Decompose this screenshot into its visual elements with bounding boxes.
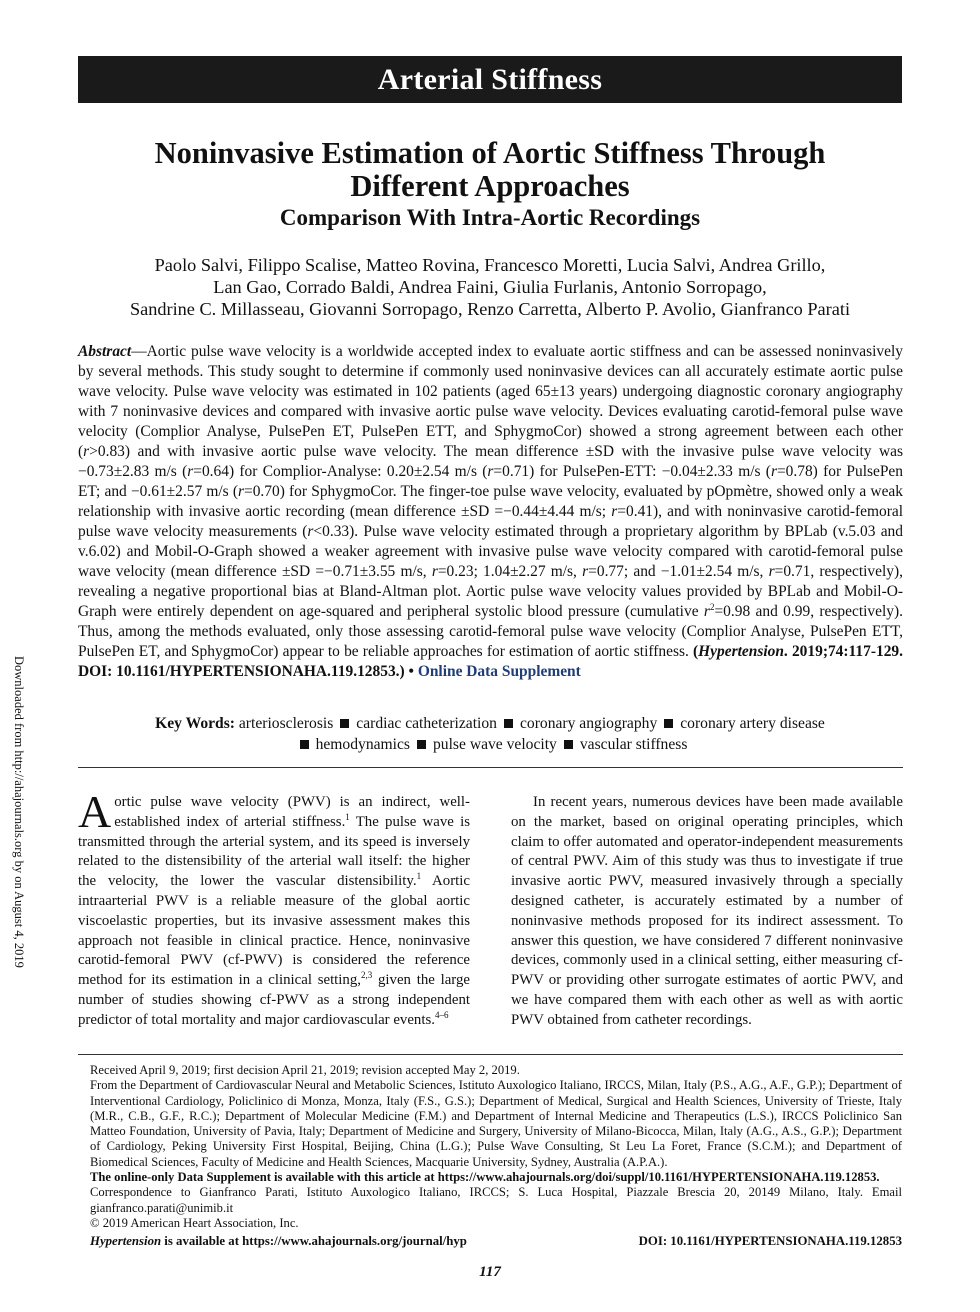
keyword: vascular stiffness bbox=[579, 736, 688, 753]
footnotes bbox=[90, 1063, 902, 1231]
abstract-text: =0.70) for SphygmoCor. The finger-toe pulse wave velocity, evaluated by pOpmètre, showed only a weak relationship with invasive aortic recording (mean difference ±SD =−0.44±4.44 m/s; bbox=[78, 483, 903, 520]
drop-cap: A bbox=[78, 786, 112, 837]
abstract-text: =0.71, respectively), revealing a negative proportional bias at Bland-Altman plot. Aortic pulse wave velocity values provided by BPLab and Mobil-O-Graph were entirely dependent on age-squared and peripheral systolic blood pressure (cumulative bbox=[78, 563, 903, 620]
body-column-right bbox=[511, 793, 903, 1031]
abstract-label: Abstract bbox=[78, 343, 132, 360]
citation-ref: 1 bbox=[345, 811, 350, 822]
square-bullet-icon bbox=[664, 719, 673, 728]
abstract-r: r bbox=[83, 443, 90, 460]
author-line-1: Paolo Salvi, Filippo Scalise, Matteo Rovina, Francesco Moretti, Lucia Salvi, Andrea Grillo, bbox=[154, 255, 826, 275]
abstract-text: =0.71) for PulsePen-ETT: −0.04±2.33 m/s ( bbox=[493, 463, 771, 480]
title-line-1: Noninvasive Estimation of Aortic Stiffness Through bbox=[154, 136, 826, 170]
square-bullet-icon bbox=[504, 719, 513, 728]
author-list bbox=[90, 254, 890, 320]
body-text: given the large number of studies showing cf-PWV as a strong independent predictor of total mortality and major cardiovascular events. bbox=[78, 972, 470, 1028]
footnote-divider bbox=[78, 1054, 903, 1055]
article-subtitle: Comparison With Intra-Aortic Recordings bbox=[279, 205, 701, 230]
abstract-text: =0.64) for Complior-Analyse: 0.20±2.54 m/s ( bbox=[193, 463, 488, 480]
author-line-3: Sandrine C. Millasseau, Giovanni Sorropago, Renzo Carretta, Alberto P. Avolio, Gianfranco Parati bbox=[129, 299, 851, 319]
body-paragraph: In recent years, numerous devices have been made available on the market, based on original operating principles, which claim to offer automated and operator-independent measurements of central PWV. Aim of this study was thus to investigate if true invasive aortic PWV, measured invasively through a specially designed catheter, is accurately estimated by a number of noninvasive methods proposed for its indirect assessment. To answer this question, we have considered 7 different noninvasive devices, commonly used in a clinical setting, either measuring cf-PWV or providing other surrogate estimates of aortic PWV, and we have compared them with each other as well as with aortic PWV obtained from catheter recordings. bbox=[511, 794, 903, 1028]
abstract-r: r bbox=[487, 463, 494, 480]
online-data-supplement-link[interactable]: Online Data Supplement bbox=[417, 663, 581, 680]
keyword: coronary angiography bbox=[519, 715, 658, 732]
body-text: Aortic intraarterial PWV is a reliable measure of the global aortic viscoelastic properties, but its invasive assessment makes this approach not feasible in clinical practice. Hence, noninvasive carotid-femoral PWV (cf-PWV) is considered the reference method for its estimation in a clinical setting, bbox=[78, 873, 470, 989]
affiliations: From the Department of Cardiovascular Neural and Metabolic Sciences, Istituto Auxologico Italiano, IRCCS, Milan, Italy (P.S., A.G., A.F., G.P.); Department of Interventional Cardiology, Policlinico di Monza, Monza, Italy (F.S., G.S.); Department of Medical, Surgical and Health Sciences, University of Trieste, Italy (M.R., C.B., G.F., R.C.); Department of Molecular Medicine (F.M.) and Department of Internal Medicine and Therapeutics (L.S.), IRCCS Policlinico San Matteo Foundation, University of Pavia, Italy; Department of Medicine and Surgery, University of Milano-Bicocca, Milan, Italy (A.G., A.S., G.P.); Department of Cardiology, Peking University First Hospital, Beijing, China (L.G.); Pulse Wave Consulting, St Leu La Foret, France (S.C.M.); and Department of Biomedical Sciences, Faculty of Medicine and Health Sciences, Macquarie University, Sydney, Australia (A.P.A.). bbox=[90, 1078, 902, 1169]
citation-paren: ( bbox=[693, 643, 699, 660]
keyword: cardiac catheterization bbox=[356, 715, 497, 732]
section-banner: Arterial Stiffness bbox=[78, 56, 902, 103]
square-bullet-icon bbox=[340, 719, 349, 728]
article-title bbox=[78, 137, 902, 203]
citation-ref: 2,3 bbox=[361, 970, 373, 981]
abstract bbox=[78, 342, 903, 682]
abstract-superscript: 2 bbox=[709, 601, 715, 612]
square-bullet-icon bbox=[300, 740, 309, 749]
journal-url-text: is available at https://www.ahajournals.org/journal/hyp bbox=[161, 1234, 467, 1248]
key-words bbox=[100, 713, 880, 755]
citation-ref: 1 bbox=[416, 871, 422, 882]
abstract-r: r bbox=[611, 503, 618, 520]
abstract-text: =0.98 and 0.99, respectively). Thus, among the methods evaluated, only those assessing carotid-femoral pulse wave velocity (Complior Analyse, PulsePen ETT, PulsePen ET, and SphygmoCor) appear to be reliable approaches for estimation of aortic stiffness. bbox=[78, 603, 903, 660]
correspondence: Correspondence to Gianfranco Parati, Istituto Auxologico Italiano, IRCCS; S. Luca Hospital, Piazzale Brescia 20, 20149 Milano, Italy. Email gianfranco.parati@unimib.it bbox=[90, 1185, 902, 1215]
download-watermark: Downloaded from http://ahajournals.org by on August 4, 2019 bbox=[12, 656, 26, 968]
journal-availability bbox=[90, 1234, 467, 1249]
intro-paragraph bbox=[78, 786, 470, 1031]
abstract-text: =0.78) for PulsePen ET; and −0.61±2.57 m/s ( bbox=[78, 463, 904, 500]
keyword: hemodynamics bbox=[315, 736, 410, 753]
keyword: arteriosclerosis bbox=[238, 715, 334, 732]
copyright: © 2019 American Heart Association, Inc. bbox=[90, 1215, 299, 1230]
abstract-text: =0.77; and −1.01±2.54 m/s, bbox=[588, 563, 769, 580]
page-number: 117 bbox=[479, 1264, 501, 1280]
citation-journal: Hypertension bbox=[698, 643, 784, 660]
bullet-separator: • bbox=[404, 663, 418, 680]
abstract-r: r bbox=[431, 563, 438, 580]
citation-ref: 4–6 bbox=[434, 1009, 449, 1020]
abstract-text: =0.41), and with noninvasive carotid-femoral pulse wave velocity measurements ( bbox=[78, 503, 903, 540]
square-bullet-icon bbox=[417, 740, 426, 749]
abstract-text: —Aortic pulse wave velocity is a worldwide accepted index to evaluate aortic stiffness and can be assessed noninvasively by several methods. This study sought to determine if commonly used noninvasive devices can all accurately estimate aortic pulse wave velocity. Pulse wave velocity was estimated in 102 patients (aged 65±13 years) undergoing diagnostic coronary angiography with 7 noninvasive devices and compared with invasive aortic pulse wave velocity. Devices evaluating carotid-femoral pulse wave velocity (Complior Analyse, PulsePen ET, PulsePen ETT, and SphygmoCor) showed a strong agreement between each other ( bbox=[78, 343, 903, 460]
abstract-r: r bbox=[770, 463, 777, 480]
divider bbox=[78, 767, 903, 768]
author-line-2: Lan Gao, Corrado Baldi, Andrea Faini, Giulia Furlanis, Antonio Sorropago, bbox=[213, 277, 767, 297]
abstract-r: r bbox=[307, 523, 314, 540]
abstract-text: <0.33). Pulse wave velocity estimated through a proprietary algorithm by BPLab (v.5.03 and v.6.02) and Mobil-O-Graph showed a weaker agreement with invasive pulse wave velocity compared with carotid-femoral pulse wave velocity (mean difference ±SD =−0.71±3.55 m/s, bbox=[78, 523, 903, 580]
key-words-label: Key Words: bbox=[155, 715, 235, 732]
body-text: The pulse wave is transmitted through the arterial system, and its speed is inversely related to the distensibility of the arterial wall itself: the higher the velocity, the lower the vascular distensibility. bbox=[78, 813, 470, 890]
abstract-r: r bbox=[768, 563, 775, 580]
received-dates: Received April 9, 2019; first decision April 21, 2019; revision accepted May 2, 2019. bbox=[90, 1063, 520, 1077]
citation-details: . 2019;74:117-129. DOI: 10.1161/HYPERTENSIONAHA.119.12853.) bbox=[78, 643, 903, 680]
abstract-r: r bbox=[187, 463, 194, 480]
square-bullet-icon bbox=[564, 740, 573, 749]
abstract-r: r bbox=[582, 563, 589, 580]
body-text: ortic pulse wave velocity (PWV) is an indirect, well-established index of arterial stiffness. bbox=[114, 794, 470, 830]
abstract-r: r bbox=[237, 483, 244, 500]
abstract-r: r bbox=[703, 603, 710, 620]
keyword: coronary artery disease bbox=[680, 715, 825, 732]
supplement-note: The online-only Data Supplement is available with this article at https://www.ahajournals.org/doi/suppl/10.1161/HYPERTENSIONAHA.119.12853. bbox=[90, 1170, 880, 1185]
keyword: pulse wave velocity bbox=[433, 736, 557, 753]
doi: DOI: 10.1161/HYPERTENSIONAHA.119.12853 bbox=[638, 1234, 902, 1248]
abstract-text: =0.23; 1.04±2.27 m/s, bbox=[437, 563, 583, 580]
abstract-text: >0.83) and with invasive aortic pulse wave velocity. The mean difference ±SD with the invasive pulse wave velocity was −0.73±2.83 m/s ( bbox=[78, 443, 903, 480]
body-column-left bbox=[78, 786, 470, 1031]
title-line-2: Different Approaches bbox=[350, 169, 630, 203]
journal-name: Hypertension bbox=[90, 1234, 162, 1248]
